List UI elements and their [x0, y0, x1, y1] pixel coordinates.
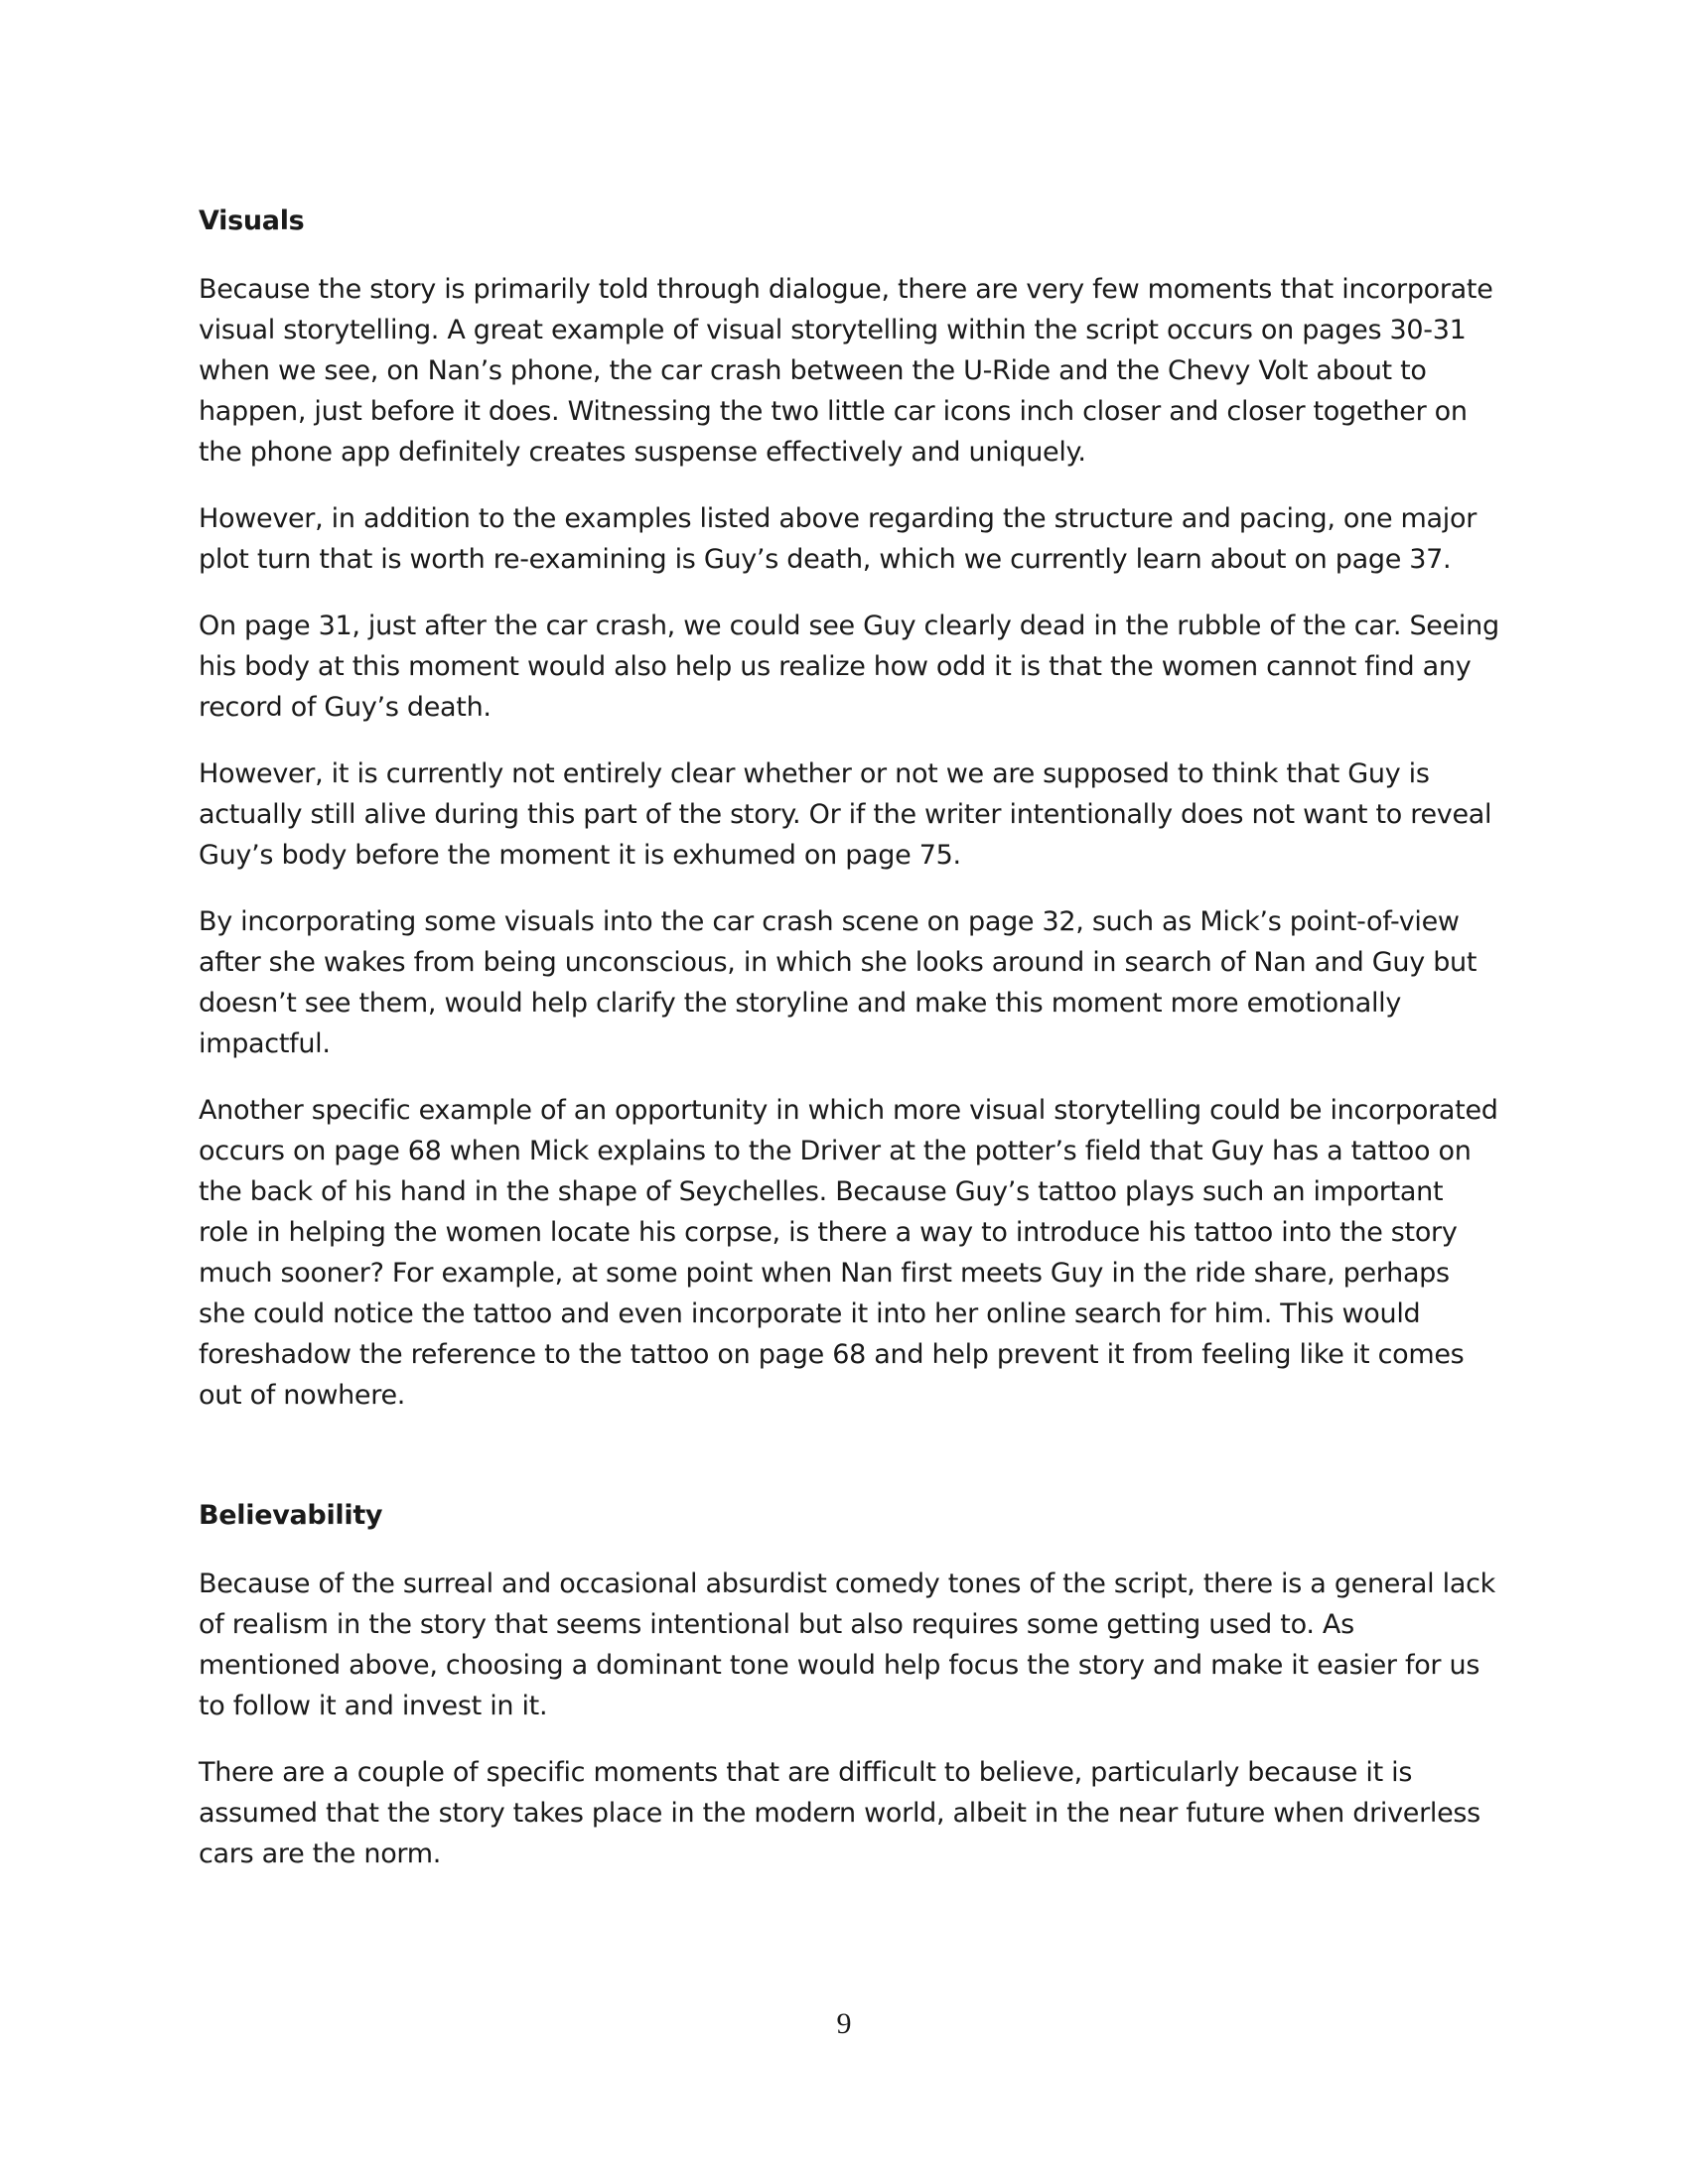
paragraph: Another specific example of an opportunity in which more visual storytelling could be incorporated occurs on page 68 when Mick explains to the Driver at the potter’s field that Guy has a tattoo on the back of his hand in the shape of Seychelles. Because Guy’s tattoo plays such an important role in helping the women locate his corpse, is there a way to introduce his tattoo into the story much sooner? For example, at some point when Nan first meets Guy in the ride share, perhaps she could notice the tattoo and even incorporate it into her online search for him. This would foreshadow the reference to the tattoo on page 68 and help prevent it from feeling like it comes out of nowhere.	[199, 1095, 1498, 1411]
paragraph: By incorporating some visuals into the car crash scene on page 32, such as Mick’s point-of-view after she wakes from being unconscious, in which she looks around in search of Nan and Guy but doesn’t see them, would help clarify the storyline and make this moment more emotionally impactful.	[199, 906, 1477, 1059]
section-heading: Believability	[199, 1500, 383, 1531]
paragraph: There are a couple of specific moments that are difficult to believe, particularly because it is assumed that the story takes place in the modern world, albeit in the near future when driverless cars are the norm.	[199, 1757, 1480, 1869]
paragraph: Because the story is primarily told through dialogue, there are very few moments that incorporate visual storytelling. A great example of visual storytelling within the script occurs on pages 30-31 when we see, on Nan’s phone, the car crash between the U-Ride and the Chevy Volt about to happen, just before it does. Witnessing the two little car icons inch closer and closer together on the phone app definitely creates suspense effectively and uniquely.	[199, 274, 1493, 468]
paragraph: However, in addition to the examples listed above regarding the structure and pacing, one major plot turn that is worth re-examining is Guy’s death, which we currently learn about on page 37.	[199, 503, 1477, 575]
page-body	[199, 201, 1499, 1900]
section-visuals	[199, 201, 1499, 1416]
paragraph: Because of the surreal and occasional absurdist comedy tones of the script, there is a general lack of realism in the story that seems intentional but also requires some getting used to. As mentioned above, choosing a dominant tone would help focus the story and make it easier for us to follow it and invest in it.	[199, 1569, 1495, 1721]
section-heading: Visuals	[199, 205, 305, 236]
paragraph: However, it is currently not entirely clear whether or not we are supposed to think that Guy is actually still alive during this part of the story. Or if the writer intentionally does not want to reveal Guy’s body before the moment it is exhumed on page 75.	[199, 758, 1492, 871]
paragraph: On page 31, just after the car crash, we could see Guy clearly dead in the rubble of the car. Seeing his body at this moment would also help us realize how odd it is that the women cannot find any record of Guy’s death.	[199, 611, 1499, 723]
section-believability	[199, 1495, 1499, 1874]
page-number: 9	[836, 2007, 852, 2040]
